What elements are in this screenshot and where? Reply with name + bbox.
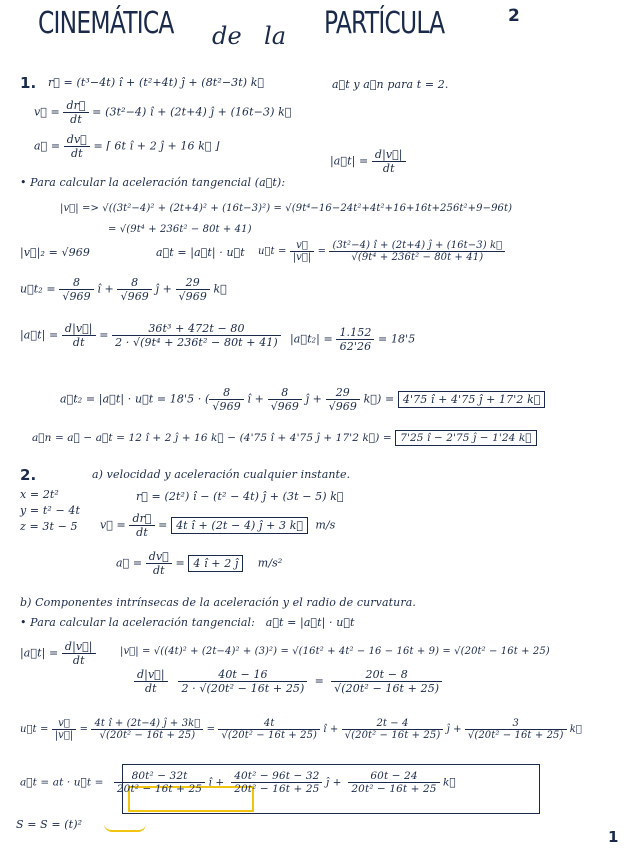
p1-at2-vector: a⃗t₂ = |a⃗t| · u⃗t = 18'5 · ( $\frac{8}{√969}$ î + $\frac{8}{√969}$ ĵ + $\frac{29}{√969}$ k⃗) = 4'75 î + 4'75 ĵ + 17'2 k⃗ xyxy=(60,386,545,413)
p2-ut: u⃗t = $\frac{v⃗}{|v⃗|}$ = $\frac{\text{4t î + (2t−4) ĵ + 3k⃗}}{\text{√(20t² − 16t + 25)}}$ = $\frac{4t}{\text{√(20t² − 16t + 25)}}$ î + $\frac{2t - 4}{\text{√(20t² − 16t + 25)}}$ ĵ + $\frac{3}{\text{√(20t² − 16t + 25)}}$ k⃗ xyxy=(20,718,582,741)
p2-at-def: |a⃗t| = $\frac{d|v⃗|}{dt}$ xyxy=(20,640,96,667)
p1-v-modulus-simplified: = √(9t⁴ + 236t² − 80t + 41) xyxy=(108,224,252,235)
title-la: la xyxy=(264,22,287,50)
p1-v-at-t2: |v⃗|₂ = √969 xyxy=(20,246,90,259)
page-number-bottom: 1 xyxy=(608,828,619,846)
p1-at2-value: |a⃗t₂| = $\frac{1.152}{62'26}$ = 18'5 xyxy=(290,326,416,353)
p2-velocity: v⃗ = $\frac{dr⃗}{dt}$ = 4t î + (2t − 4) ĵ + 3 k⃗ m/s xyxy=(100,512,336,539)
p2-velocity-result-box: 4t î + (2t − 4) ĵ + 3 k⃗ xyxy=(171,517,308,534)
p1-an-result-box: 7'25 î − 2'75 ĵ − 1'24 k⃗ xyxy=(395,430,536,446)
p2-z-eq: z = 3t − 5 xyxy=(20,520,78,533)
p1-acceleration-line: a⃗ = $\frac{dv⃗}{dt}$ = ⌈ 6t î + 2 ĵ + 16 k⃗ ⌋ xyxy=(34,133,220,160)
p1-at-magnitude-def: |a⃗t| = $\frac{d|v⃗|}{dt}$ xyxy=(330,148,406,175)
p2-acceleration: a⃗ = $\frac{dv⃗}{dt}$ = 4 î + 2 ĵ m/s² xyxy=(116,550,283,577)
p2-position-vector: r⃗ = (2t²) î − (t² − 4t) ĵ + (3t − 5) k⃗ xyxy=(136,490,344,503)
p2-v-modulus: |v⃗| = √((4t)² + (2t−4)² + (3)²) = √(16t² + 4t² − 16 − 16t + 9) = √(20t² − 16t + 25) xyxy=(120,646,550,657)
p2-acceleration-result-box: 4 î + 2 ĵ xyxy=(188,555,243,572)
p2-x-eq: x = 2t² xyxy=(20,488,59,501)
p2-y-eq: y = t² − 4t xyxy=(20,504,80,517)
p1-ut-at-t2: u⃗t₂ = $\frac{8}{√969}$ î + $\frac{8}{√969}$ ĵ + $\frac{29}{√969}$ k⃗ xyxy=(20,276,227,303)
page-number-top: 2 xyxy=(508,6,520,26)
p2-part-b: b) Componentes intrínsecas de la aceleración y el radio de curvatura. xyxy=(20,596,416,609)
problem-2-number: 2. xyxy=(20,466,37,484)
p2-dv-derivative: $\frac{d|v⃗|}{dt}$ $\frac{40t - 16}{\text{2 · √(20t² − 16t + 25)}}$ = $\frac{20t - 8}{\text{√(20t² − 16t + 25)}}$ xyxy=(134,668,442,695)
p1-an-line: a⃗n = a⃗ − a⃗t = 12 î + 2 ĵ + 16 k⃗ − (4'75 î + 4'75 ĵ + 17'2 k⃗) = 7'25 î − 2'75 ĵ − 1'24 k⃗ xyxy=(32,432,537,444)
p1-question-note: a⃗t y a⃗n para t = 2. xyxy=(332,78,449,91)
p2-last-line: S = S = (t)² xyxy=(16,818,83,831)
problem-1-number: 1. xyxy=(20,74,37,92)
title-cinematica: CINEMÁTICA xyxy=(38,6,174,41)
p1-at2-result-box: 4'75 î + 4'75 ĵ + 17'2 k⃗ xyxy=(398,391,546,408)
yellow-underline-mark xyxy=(104,820,146,832)
p2-part-a: a) velocidad y aceleración cualquier instante. xyxy=(92,468,351,481)
p2-at-vector: a⃗t = at · u⃗t = $\frac{\text{80t² − 32t}}{\text{20t² − 16t + 25}}$ î + $\frac{\text{40t² − 96t − 32}}{\text{20t² − 16t + 25}}$ ĵ + $\frac{60t - 24}{\text{20t² − 16t + 25}}$ k⃗ xyxy=(20,770,456,795)
p1-at-derivative: |a⃗t| = $\frac{d|v⃗|}{dt}$ = $\frac{\text{36t³ + 472t − 80}}{\text{2 · √(9t⁴ + 236t² − 80t + 41)}}$ xyxy=(20,322,281,349)
p1-tangential-intro: • Para calcular la aceleración tangencial (a⃗t): xyxy=(20,176,286,189)
p1-velocity-line: v⃗ = $\frac{dr⃗}{dt}$ = (3t²−4) î + (2t+4) ĵ + (16t−3) k⃗ xyxy=(34,99,292,126)
p2-tangential-intro: • Para calcular la aceleración tangencial: a⃗t = |a⃗t| · u⃗t xyxy=(20,616,355,629)
p1-position-vector: r⃗ = (t³−4t) î + (t²+4t) ĵ + (8t²−3t) k⃗ xyxy=(48,76,265,89)
title-particula: PARTÍCULA xyxy=(324,6,445,41)
title-de: de xyxy=(212,22,242,50)
p1-ut-definition: u⃗t = $\frac{v⃗}{|v⃗|}$ = $\frac{\text{(3t²−4) î + (2t+4) ĵ + (16t−3) k⃗}}{\text{√(9t⁴ + 236t² − 80t + 41)}}$ xyxy=(258,240,505,263)
p1-at-formula: a⃗t = |a⃗t| · u⃗t xyxy=(156,246,245,259)
p1-v-modulus: |v⃗| => √((3t²−4)² + (2t+4)² + (16t−3)²) = √(9t⁴−16−24t²+4t²+16+16t+256t²+9−96t) xyxy=(60,203,513,214)
